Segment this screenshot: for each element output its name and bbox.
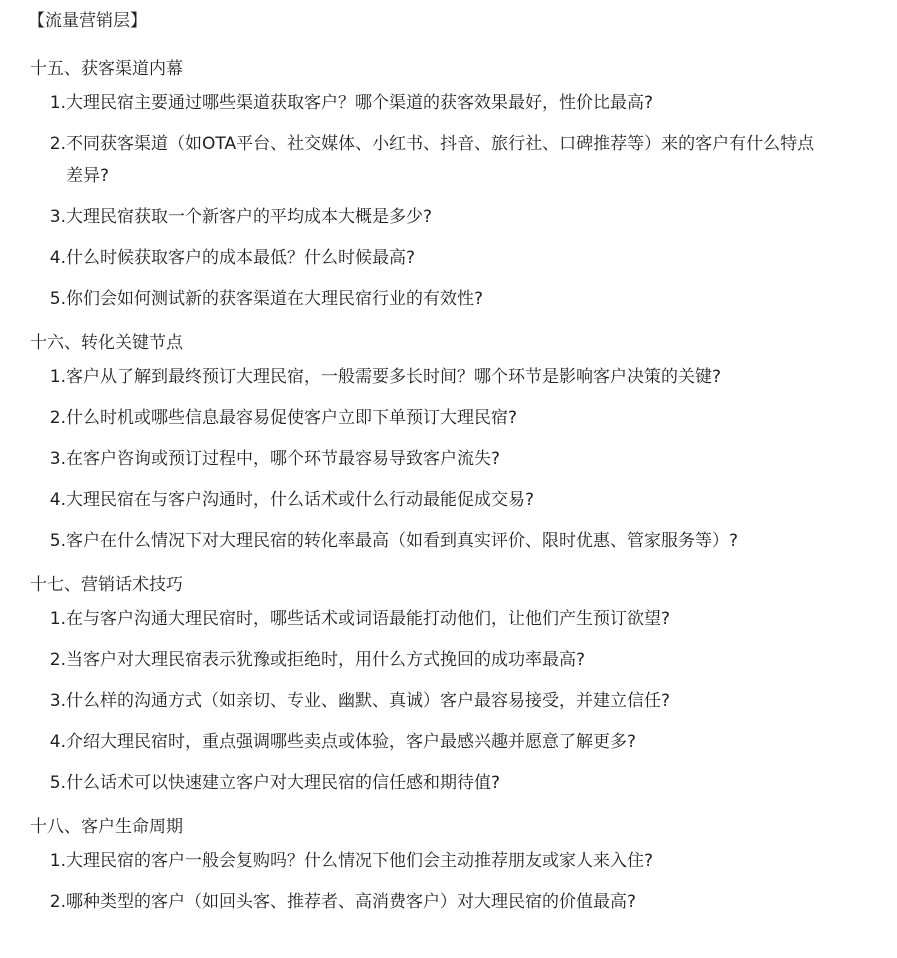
- section-17: [28, 572, 867, 799]
- item-text: 什么时机或哪些信息最容易促使客户立即下单预订大理民宿?: [66, 408, 518, 428]
- list-item: [28, 685, 867, 717]
- item-number: 1.: [49, 93, 66, 113]
- list-item: [28, 845, 867, 877]
- list-item: [28, 886, 867, 918]
- list-item: [28, 603, 867, 635]
- item-text: 大理民宿在与客户沟通时，什么话术或什么行动最能促成交易?: [66, 490, 535, 510]
- list-item: [28, 443, 867, 475]
- section-title: 十七、营销话术技巧: [30, 575, 183, 595]
- list-item: [28, 402, 867, 434]
- item-number: 5.: [49, 773, 66, 793]
- item-text: 当客户对大理民宿表示犹豫或拒绝时，用什么方式挽回的成功率最高?: [66, 650, 586, 670]
- section-16: [28, 330, 867, 557]
- item-text: 在与客户沟通大理民宿时，哪些话术或词语最能打动他们，让他们产生预订欲望?: [66, 609, 671, 629]
- item-number: 5.: [49, 531, 66, 551]
- item-number: 3.: [49, 691, 66, 711]
- item-number: 1.: [49, 367, 66, 387]
- list-item: [28, 283, 867, 315]
- list-item: [28, 644, 867, 676]
- list-item: [28, 242, 867, 274]
- item-text: 哪种类型的客户（如回头客、推荐者、高消费客户）对大理民宿的价值最高?: [66, 892, 637, 912]
- section-title: 十六、转化关键节点: [30, 333, 183, 353]
- item-number: 4.: [49, 732, 66, 752]
- item-text: 什么时候获取客户的成本最低？什么时候最高?: [66, 248, 416, 268]
- item-text: 什么话术可以快速建立客户对大理民宿的信任感和期待值?: [66, 773, 501, 793]
- section-15: [28, 56, 867, 315]
- item-text: 在客户咨询或预订过程中，哪个环节最容易导致客户流失?: [66, 449, 501, 469]
- item-number: 2.: [49, 134, 66, 154]
- item-text: 介绍大理民宿时，重点强调哪些卖点或体验，客户最感兴趣并愿意了解更多?: [66, 732, 637, 752]
- item-text: 你们会如何测试新的获客渠道在大理民宿行业的有效性?: [66, 289, 484, 309]
- item-number: 2.: [49, 408, 66, 428]
- question-list: [28, 845, 867, 918]
- item-text: 不同获客渠道（如OTA平台、社交媒体、小红书、抖音、旅行社、口碑推荐等）来的客户有什么特点差异?: [66, 134, 815, 186]
- list-item: [28, 525, 867, 557]
- list-item: [28, 128, 867, 192]
- item-number: 5.: [49, 289, 66, 309]
- question-list: [28, 361, 867, 557]
- section-18: [28, 814, 867, 918]
- item-number: 2.: [49, 650, 66, 670]
- item-text: 客户从了解到最终预订大理民宿，一般需要多长时间？哪个环节是影响客户决策的关键?: [66, 367, 722, 387]
- item-number: 2.: [49, 892, 66, 912]
- list-item: [28, 726, 867, 758]
- item-number: 3.: [49, 449, 66, 469]
- item-number: 3.: [49, 207, 66, 227]
- list-item: [28, 484, 867, 516]
- item-text: 客户在什么情况下对大理民宿的转化率最高（如看到真实评价、限时优惠、管家服务等）?: [66, 531, 739, 551]
- question-list: [28, 603, 867, 799]
- list-item: [28, 87, 867, 119]
- item-number: 4.: [49, 490, 66, 510]
- layer-title: 【流量营销层】: [28, 11, 147, 31]
- section-title: 十五、获客渠道内幕: [30, 59, 183, 79]
- item-text: 大理民宿获取一个新客户的平均成本大概是多少?: [66, 207, 433, 227]
- item-text: 什么样的沟通方式（如亲切、专业、幽默、真诚）客户最容易接受，并建立信任?: [66, 691, 671, 711]
- list-item: [28, 767, 867, 799]
- question-list: [28, 87, 867, 315]
- list-item: [28, 361, 867, 393]
- section-title: 十八、客户生命周期: [30, 817, 183, 837]
- item-number: 4.: [49, 248, 66, 268]
- item-text: 大理民宿主要通过哪些渠道获取客户？哪个渠道的获客效果最好，性价比最高?: [66, 93, 654, 113]
- list-item: [28, 201, 867, 233]
- item-number: 1.: [49, 851, 66, 871]
- item-text: 大理民宿的客户一般会复购吗？什么情况下他们会主动推荐朋友或家人来入住?: [66, 851, 654, 871]
- item-number: 1.: [49, 609, 66, 629]
